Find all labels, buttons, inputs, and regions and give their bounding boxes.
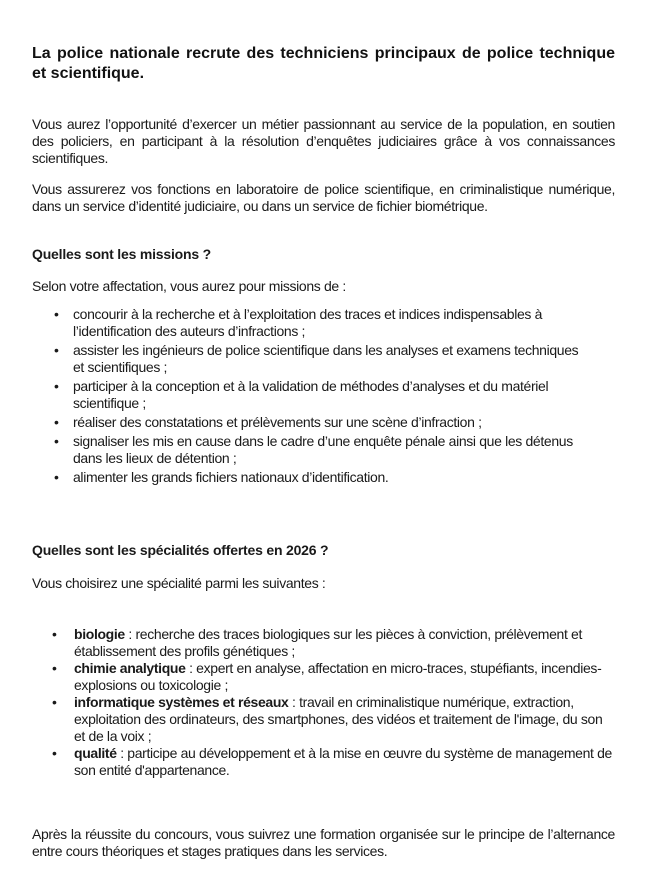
list-item: • concourir à la recherche et à l’exploitation des traces et indices indispensables à l’identification des auteurs d’infractions ; (32, 306, 592, 340)
list-item (32, 694, 612, 745)
missions-heading: Quelles sont les missions ? (32, 246, 211, 262)
specialites-lead: Vous choisirez une spécialité parmi les suivantes : (32, 575, 326, 591)
specialite-desc: : travail en criminalistique numérique, extraction, exploitation des ordinateurs, des smartphones, des vidéos et traitement de l'image, du son et de la voix ; (74, 694, 603, 744)
page-title: La police nationale recrute des techniciens principaux de police technique et scientifique. (32, 45, 615, 82)
list-item: • participer à la conception et à la validation de méthodes d’analyses et du matériel scientifique ; (32, 378, 592, 412)
list-item (32, 660, 612, 694)
list-item: • assister les ingénieurs de police scientifique dans les analyses et examens techniques et scientifiques ; (32, 342, 592, 376)
specialite-name: biologie (74, 626, 125, 642)
intro-paragraph-2: Vous assurerez vos fonctions en laboratoire de police scientifique, en criminalistique numérique, dans un service d’identité judiciaire, ou dans un service de fichier biométrique. (32, 181, 615, 214)
list-item (32, 626, 612, 660)
specialite-name: informatique systèmes et réseaux (74, 694, 289, 710)
specialites-heading: Quelles sont les spécialités offertes en 2026 ? (32, 542, 329, 558)
specialite-name: qualité (74, 745, 117, 761)
specialite-desc: : participe au développement et à la mise en œuvre du système de management de son entité d'appartenance. (74, 745, 612, 778)
specialite-name: chimie analytique (74, 660, 186, 676)
specialite-desc: : recherche des traces biologiques sur les pièces à conviction, prélèvement et établissement des profils génétiques ; (74, 626, 583, 659)
list-item: • signaliser les mis en cause dans le cadre d’une enquête pénale ainsi que les détenus dans les lieux de détention ; (32, 433, 592, 467)
specialite-desc: : expert en analyse, affectation en micro-traces, stupéfiants, incendies-explosions ou toxicologie ; (74, 660, 602, 693)
list-item (32, 745, 612, 779)
missions-lead: Selon votre affectation, vous aurez pour missions de : (32, 278, 346, 294)
missions-list (32, 306, 592, 488)
conclusion-paragraph: Après la réussite du concours, vous suivrez une formation organisée sur le principe de l’alternance entre cours théoriques et stages pratiques dans les services. (32, 826, 615, 859)
intro-paragraph-1: Vous aurez l’opportunité d’exercer un métier passionnant au service de la population, en soutien des policiers, en participant à la résolution d’enquêtes judiciaires grâce à vos connaissances scientifiques. (32, 116, 615, 166)
list-item: • alimenter les grands fichiers nationaux d’identification. (32, 469, 592, 486)
specialites-list (32, 626, 612, 779)
list-item: • réaliser des constatations et prélèvements sur une scène d’infraction ; (32, 414, 592, 431)
